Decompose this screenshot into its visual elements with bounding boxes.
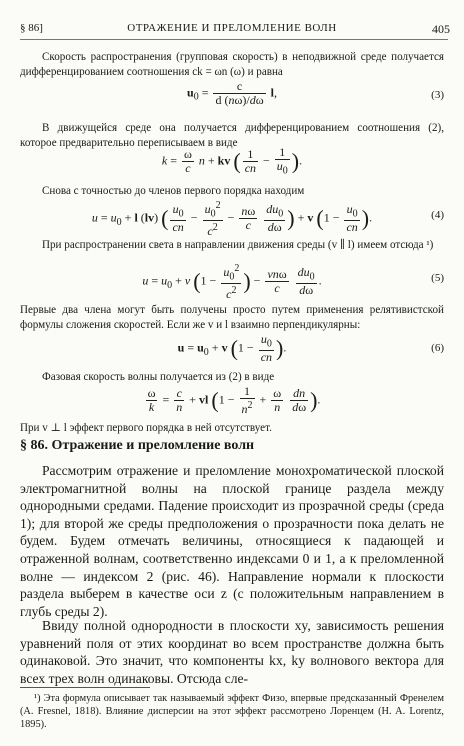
paragraph-parallel-motion: При распространении света в направлении движения среды (v ∥ l) имеем отсюда ¹) xyxy=(42,239,434,251)
equation-6 xyxy=(20,333,444,365)
equation-4-number: (4) xyxy=(431,209,444,221)
paragraph-homogeneity: Ввиду полной однородности в плоскости xy, зависимость решения уравнений поля от этих координат во всем пространстве должна быть одинаковой. Это значит, что компоненты kx, ky волнового вектора для всех трех волн одинаковы. Отсюда сле- xyxy=(20,618,444,686)
equation-3 xyxy=(20,80,444,114)
paragraph-group-velocity: Скорость распространения (групповая скорость) в неподвижной среде получается дифференцированием соотношения ck = ωn (ω) и равна xyxy=(20,51,444,78)
footnote-rule xyxy=(20,687,150,688)
equation-3-number: (3) xyxy=(431,89,444,101)
equation-6-number: (6) xyxy=(431,342,444,354)
page-number: 405 xyxy=(432,22,450,36)
header-rule xyxy=(20,39,448,40)
equation-phase-formula: $\frac{\omega}{k}$ = $\frac{c}{n}$ + vl (1 − $\frac{1}{n^2}$ + $\frac{\omega}{n}$ $\frac{dn}{d\omega}$ ). xyxy=(147,384,321,416)
running-title: ОТРАЖЕНИЕ И ПРЕЛОМЛЕНИЕ ВОЛН xyxy=(127,22,337,34)
paragraph-perpendicular: При v ⊥ l эффект первого порядка в ней отсутствует. xyxy=(20,422,272,434)
equation-4 xyxy=(20,199,444,239)
equation-4-formula: $u = u_0 + l$ (lv) ( $\frac{u_0}{cn}$ − $\frac{u_0^2}{c^2}$ − $\frac{n\omega}{c}$ $\frac{du_0}{d\omega}$ ) + v (1 − $\frac{u_0}{cn}$ ). xyxy=(91,200,373,239)
header-section-ref: § 86] xyxy=(20,22,43,34)
equation-6-formula: $u = u_0 + v$ (1 − $\frac{u_0}{cn}$ ). xyxy=(177,332,287,365)
paragraph-moving-medium: В движущейся среде она получается дифференцированием соотношения (2), которое предварительно переписываем в виде xyxy=(20,122,444,149)
paragraph-relativistic: Первые два члена могут быть получены просто путем применения релятивистской формулы сложения скоростей. Если же v и l взаимно перпендикулярны: xyxy=(20,304,444,331)
equation-3-formula: $u_0$ = $\frac{c}{d (n\omega)/d\omega}$ l, xyxy=(187,79,277,107)
paragraph-phase-velocity: Фазовая скорость волны получается из (2) в виде xyxy=(42,371,275,383)
equation-5-formula: $u = u_0 + v$ (1 − $\frac{u_0^2}{c^2}$ ) − $\frac{\text{vnω}}{c}$ $\frac{du_0}{d\omega}$ . xyxy=(142,263,322,302)
footnote: ¹) Эта формула описывает так называемый эффект Физо, впервые предсказанный Френелем (A. Fresnel, 1818). Влияние дисперсии на этот эффект рассмотрено Лоренцем (H. A. Lorentz, 1895). xyxy=(20,693,444,730)
equation-5 xyxy=(20,262,444,302)
paragraph-reflection-intro: Рассмотрим отражение и преломление монохроматической плоской электромагнитной волны на плоской границе раздела между однородными средами. Падение происходит из прозрачной среды (среда 1); для второй же среды предположения о прозрачности пока делать не будем. Будем отмечать величины, относящиеся к падающей и отраженной волнам, соответственно индексами 0 и 1, а к преломленной волне — индексом 2 (рис. 46). Направление нормали к плоскости раздела выберем в качестве оси z (с положительным направлением в глубь среды 2). xyxy=(20,463,444,619)
equation-5-number: (5) xyxy=(431,272,444,284)
equation-phase xyxy=(20,385,444,419)
section-heading: § 86. Отражение и преломление волн xyxy=(20,438,255,453)
equation-k xyxy=(20,146,444,180)
paragraph-first-order: Снова с точностью до членов первого порядка находим xyxy=(42,185,305,197)
equation-k-formula: k = $\frac{\omega}{c}$ n + kv ( $\frac{1}{cn}$ − $\frac{1}{u_0}$ ). xyxy=(161,145,303,177)
